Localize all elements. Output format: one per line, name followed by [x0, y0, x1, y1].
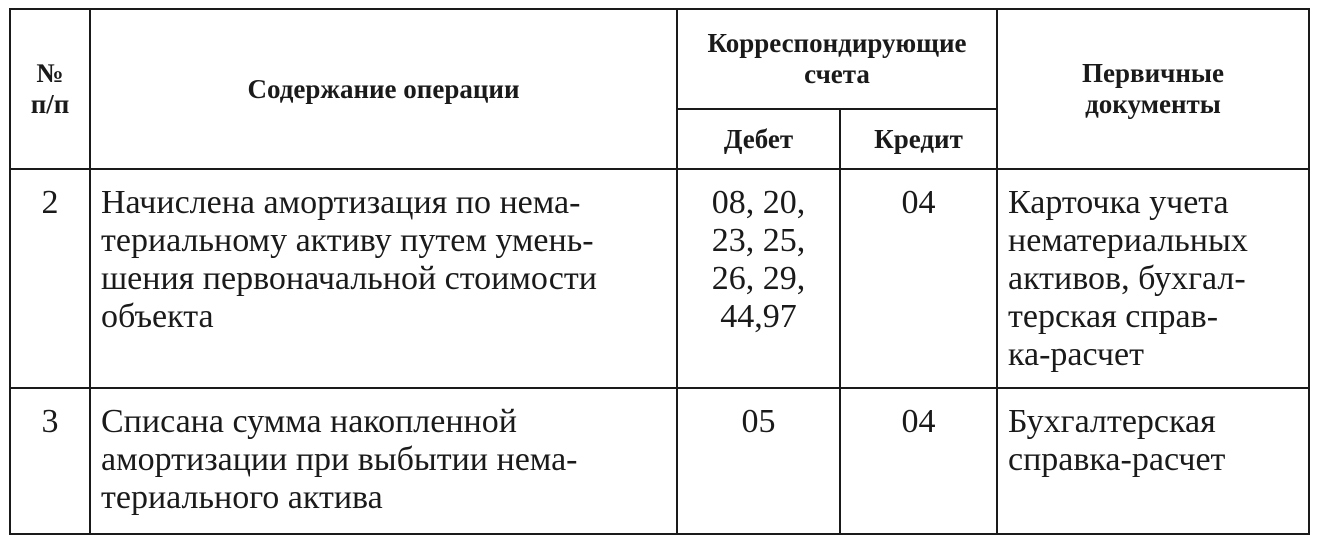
header-debit: Дебет [677, 109, 840, 169]
table-row [10, 169, 1309, 388]
row-operation [90, 388, 677, 534]
header-credit: Кредит [840, 109, 997, 169]
row-documents [997, 388, 1309, 534]
header-accounts-line-1: Корреспондирующие [707, 28, 967, 58]
row-operation-line: амортизации при выбытии нема- [101, 441, 578, 478]
row-operation-line: Списана сумма накопленной [101, 403, 517, 440]
row-credit: 04 [840, 169, 997, 388]
header-documents-line-2: документы [1085, 89, 1221, 119]
header-num [10, 9, 90, 169]
row-operation-line: объекта [101, 298, 214, 335]
row-debit-line: 23, 25, [711, 222, 806, 259]
header-accounts [677, 9, 997, 109]
header-operation: Содержание операции [90, 9, 677, 169]
header-accounts-line-2: счета [804, 59, 870, 89]
table-header-row [10, 9, 1309, 109]
row-documents-line: терская справ- [1008, 298, 1219, 335]
row-documents-line: справка-расчет [1008, 441, 1226, 478]
row-documents [997, 169, 1309, 388]
row-debit [677, 169, 840, 388]
row-num: 3 [10, 388, 90, 534]
row-documents-line: нематериальных [1008, 222, 1248, 259]
table-row [10, 388, 1309, 534]
header-documents [997, 9, 1309, 169]
row-operation-line: Начислена амортизация по нема- [101, 184, 581, 221]
row-operation [90, 169, 677, 388]
header-documents-line-1: Первичные [1082, 58, 1224, 88]
row-credit: 04 [840, 388, 997, 534]
operations-table [9, 8, 1310, 535]
row-debit-line: 08, 20, [711, 184, 806, 221]
header-num-line-1: № [36, 58, 64, 88]
row-debit-line: 44,97 [720, 298, 797, 335]
row-operation-line: териального актива [101, 479, 383, 516]
row-num: 2 [10, 169, 90, 388]
row-debit-line: 05 [741, 403, 776, 440]
row-documents-line: Карточка учета [1008, 184, 1229, 221]
row-documents-line: ка-расчет [1008, 336, 1144, 373]
row-debit [677, 388, 840, 534]
row-debit-line: 26, 29, [711, 260, 806, 297]
row-operation-line: шения первоначальной стоимости [101, 260, 597, 297]
header-num-line-2: п/п [30, 89, 70, 119]
row-operation-line: териальному активу путем умень- [101, 222, 594, 259]
row-documents-line: Бухгалтерская [1008, 403, 1216, 440]
row-documents-line: активов, бухгал- [1008, 260, 1246, 297]
